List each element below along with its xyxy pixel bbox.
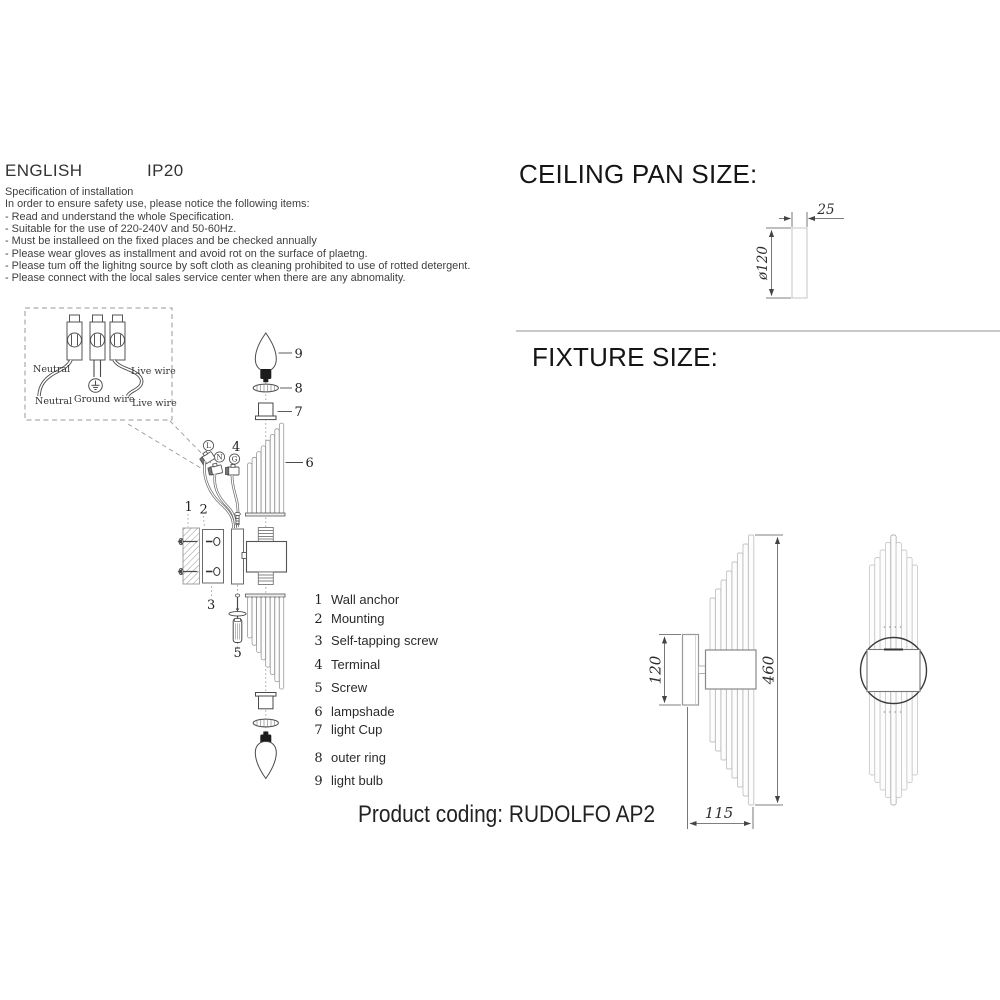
- terminal-letter-g: G: [231, 455, 238, 464]
- spec-item: - Please wear gloves as installment and avoid rot on the surface of plaetng.: [5, 247, 368, 260]
- specification-block: [5, 186, 565, 285]
- terminal-letter-l: L: [206, 442, 211, 450]
- spec-item: - Suitable for the use of 220-240V and 50-60Hz.: [5, 223, 237, 236]
- exploded-light-bulb-top: [255, 333, 302, 382]
- dim-total-height-label: 460: [759, 655, 778, 685]
- neutral-label-lower: Neutral: [35, 396, 73, 407]
- ceiling-pan-profile: [792, 228, 807, 298]
- callout-2-mounting: 2: [199, 502, 208, 518]
- threaded-tube-top: [258, 528, 273, 542]
- spec-item: - Please tum off the lighitng source by soft cloth as cleaning prohibited to use of rotted detergent.: [5, 260, 471, 273]
- ip-rating-label: IP20: [147, 161, 184, 180]
- dim-diameter-label: ø120: [755, 246, 771, 280]
- neutral-label-upper: Neutral: [33, 364, 71, 375]
- parts-list-item: 6 lampshade: [314, 704, 395, 720]
- parts-list-item: 5 Screw: [314, 680, 368, 696]
- bracket-screw: [235, 512, 241, 524]
- ceiling-pan-drawing: [735, 192, 980, 317]
- exploded-light-cup-bottom: [256, 693, 277, 709]
- parts-list-item: 1 Wall anchor: [314, 592, 400, 608]
- callout-3-self-tapping-screw: 3: [207, 598, 216, 613]
- spec-item: - Please connect with the local sales service center when there are any abnomality.: [5, 272, 406, 285]
- spec-item: - Must be installeed on the fixed places and be checked annually: [5, 235, 317, 248]
- dim-plate-height-label: 120: [646, 655, 665, 685]
- exploded-outer-ring-bottom: [253, 719, 278, 727]
- body-front: [867, 650, 920, 692]
- screw-and-anchor: [229, 594, 246, 661]
- section-divider: [516, 330, 1000, 332]
- terminal-block: [67, 315, 125, 360]
- callout-1-wall-anchor: 1: [184, 500, 193, 515]
- wall-anchor-group: [178, 500, 224, 613]
- fixture-body: [242, 528, 287, 585]
- fixture-size-title: FIXTURE SIZE:: [532, 342, 719, 372]
- wiring-leader-lines: [128, 421, 211, 470]
- spec-title: Specification of installation: [5, 186, 134, 198]
- live-wire-label-lower: Live wire: [132, 398, 177, 409]
- fixture-side-view: [647, 535, 784, 829]
- ceiling-pan-size-title: CEILING PAN SIZE:: [519, 159, 758, 189]
- callout-5-screw: 5: [233, 646, 242, 661]
- mounting-plate: [203, 530, 224, 584]
- exploded-lampshade-lower: [246, 594, 286, 689]
- language-label: ENGLISH: [5, 161, 83, 180]
- parts-list-item: 7 light Cup: [314, 722, 383, 738]
- parts-list-item: 4 Terminal: [314, 657, 381, 673]
- dim-depth-label: 25: [817, 202, 835, 218]
- fixture-front-view: [861, 535, 927, 805]
- callout-7-light-cup: 7: [294, 405, 303, 420]
- dim-depth-label: 115: [704, 804, 734, 822]
- product-coding: Product coding: RUDOLFO AP2: [358, 801, 656, 828]
- callout-4-terminal: 4: [232, 440, 241, 455]
- wall-plate-side: [683, 635, 699, 706]
- terminal-letter-n: N: [216, 453, 223, 462]
- parts-list-item: 8 outer ring: [314, 750, 386, 766]
- threaded-tube-bottom: [258, 572, 273, 585]
- exploded-light-bulb-bottom: [255, 732, 276, 779]
- callout-8-outer-ring: 8: [294, 381, 303, 397]
- exploded-light-cup-top: [256, 403, 303, 420]
- spec-item: - Read and understand the whole Specification.: [5, 210, 234, 223]
- callout-9-light-bulb: 9: [294, 347, 303, 362]
- parts-list-item: 2 Mounting: [314, 611, 385, 627]
- spec-intro: In order to ensure safety use, please notice the following items:: [5, 198, 310, 211]
- parts-list-item: 9 light bulb: [314, 773, 384, 789]
- parts-list-item: 3 Self-tapping screw: [314, 633, 438, 649]
- exploded-lampshade-upper: [246, 423, 314, 516]
- wiring-diagram: [25, 308, 177, 420]
- callout-6-lampshade: 6: [305, 456, 314, 471]
- ground-wire-label: Ground wire: [74, 394, 135, 405]
- body-side: [706, 650, 757, 689]
- live-wire-label-upper: Live wire: [131, 366, 176, 377]
- exploded-outer-ring-top: [253, 384, 278, 392]
- fixture-size-drawing: [635, 518, 1000, 840]
